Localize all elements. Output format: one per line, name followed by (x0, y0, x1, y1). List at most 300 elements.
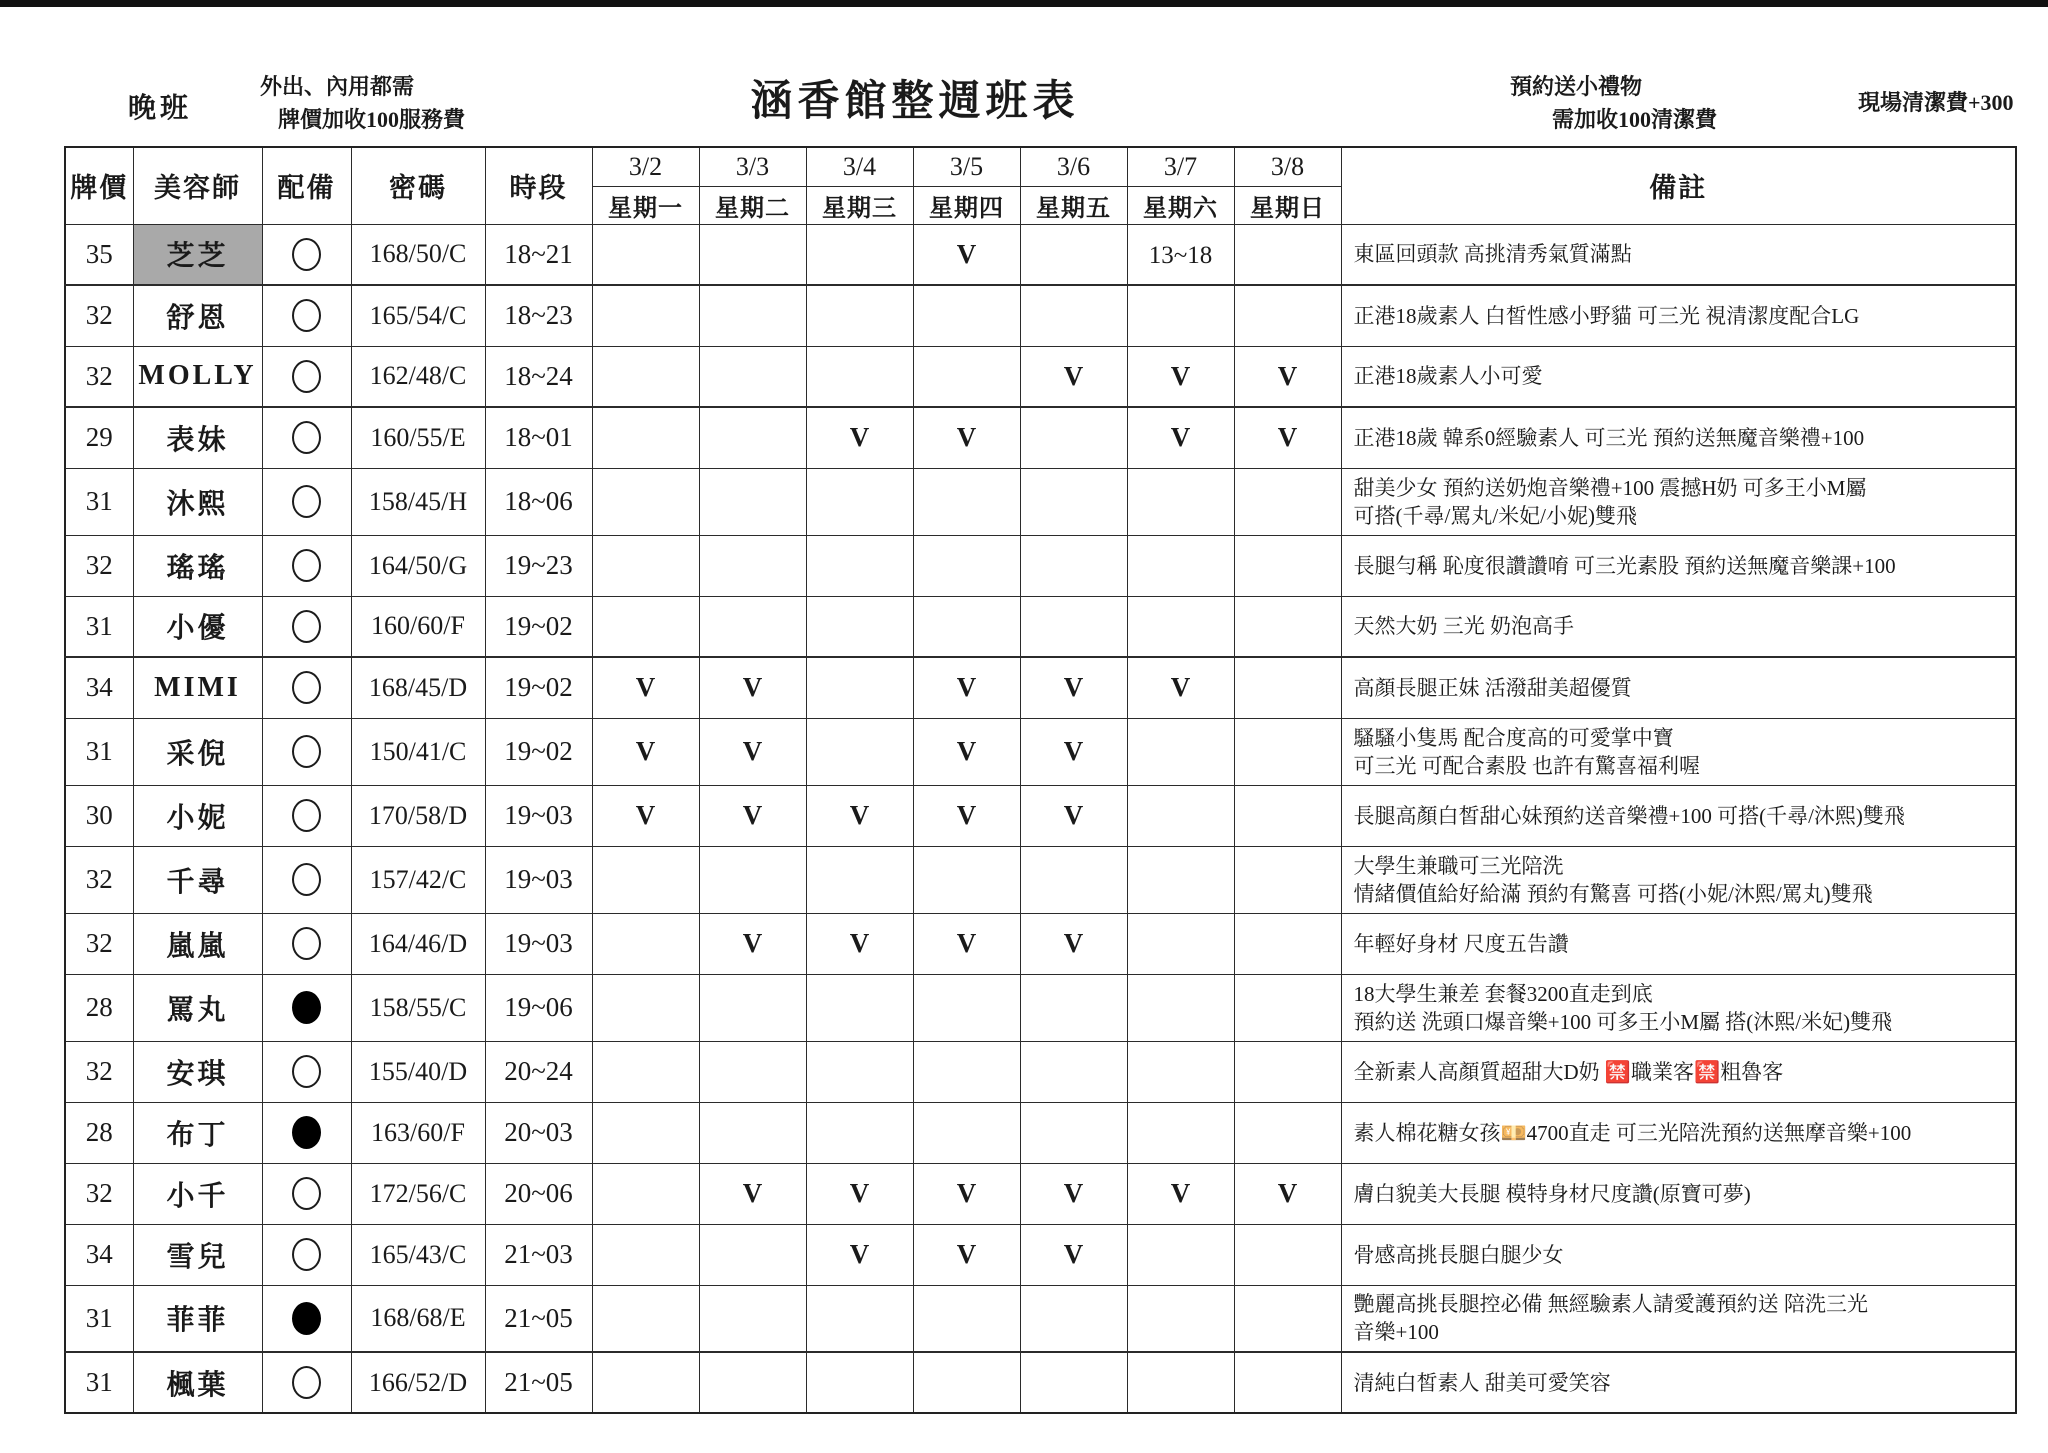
artist-name-cell: 舒恩 (133, 285, 262, 346)
remark-line: 正港18歲素人小可愛 (1353, 364, 1543, 389)
artist-name-cell: 罵丸 (133, 974, 262, 1041)
remark-cell (1341, 535, 2016, 596)
day-mark-cell: V (913, 224, 1020, 285)
open-circle-icon (292, 299, 321, 332)
day-mark-cell (1234, 785, 1341, 846)
table-row (65, 1163, 2016, 1224)
day-mark-cell (592, 535, 699, 596)
column-header-equipment: 配備 (262, 147, 351, 224)
day-mark-cell (592, 1041, 699, 1102)
code-cell: 160/55/E (351, 407, 485, 468)
remark-cell (1341, 846, 2016, 913)
filled-circle-icon (292, 991, 321, 1024)
day-mark-cell: V (1020, 785, 1127, 846)
day-mark-cell (699, 285, 806, 346)
remark-cell (1341, 1352, 2016, 1413)
table-row (65, 468, 2016, 535)
code-cell: 163/60/F (351, 1102, 485, 1163)
day-mark-cell: V (699, 718, 806, 785)
weekday-header: 星期日 (1234, 186, 1341, 224)
equipment-cell (262, 407, 351, 468)
page-title: 涵香館整週班表 (750, 79, 1080, 125)
day-mark-cell (699, 407, 806, 468)
day-mark-cell (806, 1041, 913, 1102)
open-circle-icon (292, 485, 321, 518)
price-cell: 31 (65, 1285, 133, 1352)
day-mark-cell: V (913, 718, 1020, 785)
day-mark-cell (699, 1224, 806, 1285)
booking-gift-note (1510, 70, 1717, 136)
price-cell: 31 (65, 468, 133, 535)
remark-line: 膚白貌美大長腿 模特身材尺度讚(原寶可夢) (1353, 1181, 1751, 1206)
day-mark-cell (592, 346, 699, 407)
remark-line: 大學生兼職可三光陪洗 (1353, 853, 1564, 878)
equipment-cell (262, 1285, 351, 1352)
day-mark-cell (806, 1352, 913, 1413)
table-row (65, 1102, 2016, 1163)
weekday-header: 星期二 (699, 186, 806, 224)
column-header-code: 密碼 (351, 147, 485, 224)
price-cell: 29 (65, 407, 133, 468)
day-mark-cell (913, 596, 1020, 657)
day-mark-cell: V (1127, 657, 1234, 718)
equipment-cell (262, 718, 351, 785)
day-mark-cell: V (699, 913, 806, 974)
remark-cell (1341, 346, 2016, 407)
remark-line: 清純白皙素人 甜美可愛笑容 (1353, 1370, 1611, 1395)
day-mark-cell (592, 407, 699, 468)
day-mark-cell (1020, 535, 1127, 596)
table-row (65, 657, 2016, 718)
open-circle-icon (292, 1177, 321, 1210)
remark-cell (1341, 1224, 2016, 1285)
open-circle-icon (292, 927, 321, 960)
remark-line: 騷騷小隻馬 配合度高的可愛掌中寶 (1353, 725, 1674, 750)
code-cell: 170/58/D (351, 785, 485, 846)
table-row (65, 718, 2016, 785)
equipment-cell (262, 974, 351, 1041)
equipment-cell (262, 596, 351, 657)
day-mark-cell (1234, 1352, 1341, 1413)
weekday-header: 星期六 (1127, 186, 1234, 224)
day-mark-cell: V (806, 407, 913, 468)
remark-cell (1341, 596, 2016, 657)
day-mark-cell (1020, 407, 1127, 468)
code-cell: 166/52/D (351, 1352, 485, 1413)
day-mark-cell (592, 1163, 699, 1224)
table-row (65, 913, 2016, 974)
price-cell: 31 (65, 1352, 133, 1413)
artist-name-cell: 菲菲 (133, 1285, 262, 1352)
date-header: 3/8 (1234, 147, 1341, 186)
time-slot-cell: 19~03 (485, 913, 592, 974)
remark-cell (1341, 1041, 2016, 1102)
day-mark-cell (699, 974, 806, 1041)
open-circle-icon (292, 735, 321, 768)
day-mark-cell (1127, 535, 1234, 596)
price-cell: 32 (65, 913, 133, 974)
day-mark-cell (1127, 1102, 1234, 1163)
remark-cell (1341, 285, 2016, 346)
day-mark-cell (1127, 1285, 1234, 1352)
day-mark-cell: V (1020, 657, 1127, 718)
day-mark-cell (913, 1352, 1020, 1413)
day-mark-cell: V (913, 785, 1020, 846)
day-mark-cell: V (699, 1163, 806, 1224)
day-mark-cell (913, 1041, 1020, 1102)
day-mark-cell (1234, 1102, 1341, 1163)
onsite-cleaning-fee-note: 現場清潔費+300 (1858, 90, 2014, 115)
code-cell: 155/40/D (351, 1041, 485, 1102)
price-cell: 31 (65, 718, 133, 785)
code-cell: 164/50/G (351, 535, 485, 596)
weekly-schedule-table (64, 146, 2017, 1414)
time-slot-cell: 21~03 (485, 1224, 592, 1285)
date-header: 3/6 (1020, 147, 1127, 186)
artist-name-cell: 千尋 (133, 846, 262, 913)
equipment-cell (262, 535, 351, 596)
day-mark-cell (1127, 1041, 1234, 1102)
table-row (65, 785, 2016, 846)
code-cell: 168/68/E (351, 1285, 485, 1352)
day-mark-cell (1234, 657, 1341, 718)
equipment-cell (262, 846, 351, 913)
time-slot-cell: 20~24 (485, 1041, 592, 1102)
remark-cell (1341, 1285, 2016, 1352)
day-mark-cell (1234, 974, 1341, 1041)
open-circle-icon (292, 863, 321, 896)
day-mark-cell: V (699, 785, 806, 846)
open-circle-icon (292, 549, 321, 582)
equipment-cell (262, 913, 351, 974)
remark-line: 東區回頭款 高挑清秀氣質滿點 (1353, 242, 1632, 267)
table-row (65, 224, 2016, 285)
day-mark-cell (699, 535, 806, 596)
day-mark-cell (806, 846, 913, 913)
table-row (65, 535, 2016, 596)
table-row (65, 285, 2016, 346)
day-mark-cell (592, 596, 699, 657)
day-mark-cell: V (592, 785, 699, 846)
time-slot-cell: 19~02 (485, 657, 592, 718)
day-mark-cell (699, 224, 806, 285)
day-mark-cell (806, 1102, 913, 1163)
service-fee-note-line1: 外出、內用都需 (260, 74, 415, 99)
day-mark-cell: V (1020, 1224, 1127, 1285)
day-mark-cell (592, 1352, 699, 1413)
artist-name-cell: 采倪 (133, 718, 262, 785)
remark-line: 骨感高挑長腿白腿少女 (1353, 1242, 1564, 1267)
day-mark-cell (699, 1285, 806, 1352)
day-mark-cell (913, 468, 1020, 535)
artist-name-cell: 布丁 (133, 1102, 262, 1163)
time-slot-cell: 19~23 (485, 535, 592, 596)
code-cell: 160/60/F (351, 596, 485, 657)
open-circle-icon (292, 1366, 321, 1399)
time-slot-cell: 19~02 (485, 596, 592, 657)
date-header: 3/3 (699, 147, 806, 186)
day-mark-cell (699, 1352, 806, 1413)
day-mark-cell (1234, 596, 1341, 657)
equipment-cell (262, 1041, 351, 1102)
price-cell: 34 (65, 1224, 133, 1285)
day-mark-cell (699, 346, 806, 407)
day-mark-cell (592, 913, 699, 974)
open-circle-icon (292, 1238, 321, 1271)
remark-line: 高顏長腿正妹 活潑甜美超優質 (1353, 675, 1632, 700)
day-mark-cell: V (1020, 1163, 1127, 1224)
day-mark-cell (1020, 224, 1127, 285)
booking-gift-note-line2: 需加收100清潔費 (1552, 107, 1718, 132)
service-fee-note-line2: 牌價加收100服務費 (278, 107, 466, 132)
artist-name-cell: 小優 (133, 596, 262, 657)
day-mark-cell: V (699, 657, 806, 718)
day-mark-cell (1127, 1352, 1234, 1413)
date-header: 3/4 (806, 147, 913, 186)
day-mark-cell (592, 974, 699, 1041)
code-cell: 165/54/C (351, 285, 485, 346)
artist-name-cell: 安琪 (133, 1041, 262, 1102)
day-mark-cell (806, 285, 913, 346)
day-mark-cell (1127, 285, 1234, 346)
remark-line: 艷麗高挑長腿控必備 無經驗素人請愛護預約送 陪洗三光 (1353, 1292, 1868, 1317)
day-mark-cell (592, 224, 699, 285)
remark-cell (1341, 785, 2016, 846)
equipment-cell (262, 1102, 351, 1163)
column-header-time: 時段 (485, 147, 592, 224)
price-cell: 32 (65, 846, 133, 913)
remark-cell (1341, 1163, 2016, 1224)
date-header: 3/7 (1127, 147, 1234, 186)
code-cell: 164/46/D (351, 913, 485, 974)
day-mark-cell (699, 846, 806, 913)
day-mark-cell: V (1020, 913, 1127, 974)
artist-name-cell: 瑤瑤 (133, 535, 262, 596)
day-mark-cell (1234, 1285, 1341, 1352)
day-mark-cell: V (1127, 1163, 1234, 1224)
price-cell: 32 (65, 285, 133, 346)
open-circle-icon (292, 610, 321, 643)
day-mark-cell (806, 224, 913, 285)
page-top-border (0, 0, 2048, 7)
day-mark-cell: V (1234, 407, 1341, 468)
time-slot-cell: 19~06 (485, 974, 592, 1041)
artist-name-cell: MIMI (133, 657, 262, 718)
code-cell: 158/45/H (351, 468, 485, 535)
equipment-cell (262, 224, 351, 285)
price-cell: 32 (65, 1041, 133, 1102)
remark-line: 18大學生兼差 套餐3200直走到底 (1353, 981, 1653, 1006)
price-cell: 34 (65, 657, 133, 718)
remark-line: 長腿高顏白皙甜心妹預約送音樂禮+100 可搭(千尋/沐熙)雙飛 (1353, 803, 1905, 828)
artist-name-cell: 芝芝 (133, 224, 262, 285)
price-cell: 35 (65, 224, 133, 285)
day-mark-cell (1234, 1041, 1341, 1102)
day-mark-cell (1020, 1352, 1127, 1413)
table-row (65, 346, 2016, 407)
time-slot-cell: 18~23 (485, 285, 592, 346)
remark-line: 素人棉花糖女孩💴4700直走 可三光陪洗預約送無摩音樂+100 (1353, 1120, 1912, 1145)
day-mark-cell: V (1127, 407, 1234, 468)
shift-label: 晚班 (128, 93, 193, 124)
day-mark-cell (1234, 1224, 1341, 1285)
time-slot-cell: 20~03 (485, 1102, 592, 1163)
day-mark-cell (1127, 974, 1234, 1041)
day-mark-cell (913, 846, 1020, 913)
time-slot-cell: 19~03 (485, 846, 592, 913)
day-mark-cell (1020, 974, 1127, 1041)
price-cell: 32 (65, 346, 133, 407)
day-mark-cell: V (1234, 1163, 1341, 1224)
price-cell: 32 (65, 535, 133, 596)
remark-line: 情緒價值給好給滿 預約有驚喜 可搭(小妮/沐熙/罵丸)雙飛 (1353, 881, 1873, 906)
equipment-cell (262, 346, 351, 407)
weekday-header: 星期一 (592, 186, 699, 224)
remark-line: 長腿勻稱 恥度很讚讚唷 可三光素股 預約送無魔音樂課+100 (1353, 553, 1896, 578)
table-row (65, 1041, 2016, 1102)
artist-name-cell: MOLLY (133, 346, 262, 407)
day-mark-cell (699, 596, 806, 657)
day-mark-cell: V (806, 913, 913, 974)
equipment-cell (262, 785, 351, 846)
day-mark-cell: V (592, 718, 699, 785)
day-mark-cell (1020, 285, 1127, 346)
code-cell: 168/45/D (351, 657, 485, 718)
day-mark-cell: V (913, 1163, 1020, 1224)
remark-line: 正港18歲素人 白皙性感小野貓 可三光 視清潔度配合LG (1353, 303, 1860, 328)
code-cell: 165/43/C (351, 1224, 485, 1285)
day-mark-cell (1234, 285, 1341, 346)
equipment-cell (262, 285, 351, 346)
time-slot-cell: 21~05 (485, 1285, 592, 1352)
day-mark-cell (1234, 224, 1341, 285)
artist-name-cell: 小妮 (133, 785, 262, 846)
remark-line: 年輕好身材 尺度五告讚 (1353, 931, 1569, 956)
day-mark-cell (806, 535, 913, 596)
day-mark-cell: V (1234, 346, 1341, 407)
day-mark-cell (1020, 1102, 1127, 1163)
day-mark-cell (592, 1102, 699, 1163)
day-mark-cell: V (1020, 718, 1127, 785)
remark-line: 音樂+100 (1353, 1320, 1439, 1345)
weekday-header: 星期四 (913, 186, 1020, 224)
column-header-price: 牌價 (65, 147, 133, 224)
booking-gift-note-line1: 預約送小禮物 (1510, 74, 1643, 99)
day-mark-cell (1020, 1041, 1127, 1102)
artist-name-cell: 楓葉 (133, 1352, 262, 1413)
day-mark-cell (592, 846, 699, 913)
table-row (65, 596, 2016, 657)
artist-name-cell: 表妹 (133, 407, 262, 468)
remark-cell (1341, 657, 2016, 718)
code-cell: 150/41/C (351, 718, 485, 785)
day-mark-cell (1020, 596, 1127, 657)
weekday-header: 星期三 (806, 186, 913, 224)
day-mark-cell (1234, 718, 1341, 785)
remark-line: 可搭(千尋/罵丸/米妃/小妮)雙飛 (1353, 503, 1637, 528)
table-row (65, 846, 2016, 913)
code-cell: 158/55/C (351, 974, 485, 1041)
time-slot-cell: 19~03 (485, 785, 592, 846)
day-mark-cell (806, 468, 913, 535)
day-mark-cell (913, 974, 1020, 1041)
day-mark-cell (913, 535, 1020, 596)
day-mark-cell: V (806, 1224, 913, 1285)
day-mark-cell (806, 596, 913, 657)
remark-cell (1341, 1102, 2016, 1163)
day-mark-cell (592, 1285, 699, 1352)
remark-line: 甜美少女 預約送奶炮音樂禮+100 震撼H奶 可多王小M屬 (1353, 475, 1867, 500)
equipment-cell (262, 657, 351, 718)
column-header-artist: 美容師 (133, 147, 262, 224)
filled-circle-icon (292, 1116, 321, 1149)
day-mark-cell (1234, 535, 1341, 596)
day-mark-cell (913, 1285, 1020, 1352)
day-mark-cell (699, 468, 806, 535)
remark-line: 全新素人高顏質超甜大D奶 🈲職業客🈲粗魯客 (1353, 1059, 1784, 1084)
day-mark-cell: 13~18 (1127, 224, 1234, 285)
open-circle-icon (292, 799, 321, 832)
day-mark-cell (699, 1102, 806, 1163)
time-slot-cell: 18~24 (485, 346, 592, 407)
day-mark-cell (1127, 785, 1234, 846)
day-mark-cell: V (913, 407, 1020, 468)
code-cell: 157/42/C (351, 846, 485, 913)
code-cell: 162/48/C (351, 346, 485, 407)
day-mark-cell (1234, 468, 1341, 535)
time-slot-cell: 18~21 (485, 224, 592, 285)
equipment-cell (262, 468, 351, 535)
day-mark-cell (1127, 718, 1234, 785)
day-mark-cell (1127, 846, 1234, 913)
open-circle-icon (292, 1055, 321, 1088)
equipment-cell (262, 1224, 351, 1285)
remark-line: 正港18歲 韓系0經驗素人 可三光 預約送無魔音樂禮+100 (1353, 425, 1865, 450)
day-mark-cell: V (913, 913, 1020, 974)
day-mark-cell: V (806, 1163, 913, 1224)
day-mark-cell (806, 346, 913, 407)
day-mark-cell: V (592, 657, 699, 718)
day-mark-cell (1020, 1285, 1127, 1352)
filled-circle-icon (292, 1302, 321, 1335)
artist-name-cell: 沐熙 (133, 468, 262, 535)
day-mark-cell (913, 285, 1020, 346)
time-slot-cell: 20~06 (485, 1163, 592, 1224)
artist-name-cell: 嵐嵐 (133, 913, 262, 974)
service-fee-note (260, 70, 465, 136)
remark-line: 可三光 可配合素股 也許有驚喜福利喔 (1353, 753, 1700, 778)
table-row (65, 1285, 2016, 1352)
day-mark-cell (806, 718, 913, 785)
column-header-remark: 備註 (1341, 147, 2016, 224)
day-mark-cell (1234, 846, 1341, 913)
remark-cell (1341, 468, 2016, 535)
day-mark-cell (806, 657, 913, 718)
day-mark-cell (913, 346, 1020, 407)
remark-line: 天然大奶 三光 奶泡高手 (1353, 614, 1574, 639)
remark-cell (1341, 407, 2016, 468)
equipment-cell (262, 1163, 351, 1224)
price-cell: 31 (65, 596, 133, 657)
day-mark-cell (806, 1285, 913, 1352)
open-circle-icon (292, 238, 321, 271)
table-row (65, 974, 2016, 1041)
price-cell: 32 (65, 1163, 133, 1224)
remark-cell (1341, 974, 2016, 1041)
day-mark-cell: V (913, 1224, 1020, 1285)
day-mark-cell (699, 1041, 806, 1102)
equipment-cell (262, 1352, 351, 1413)
